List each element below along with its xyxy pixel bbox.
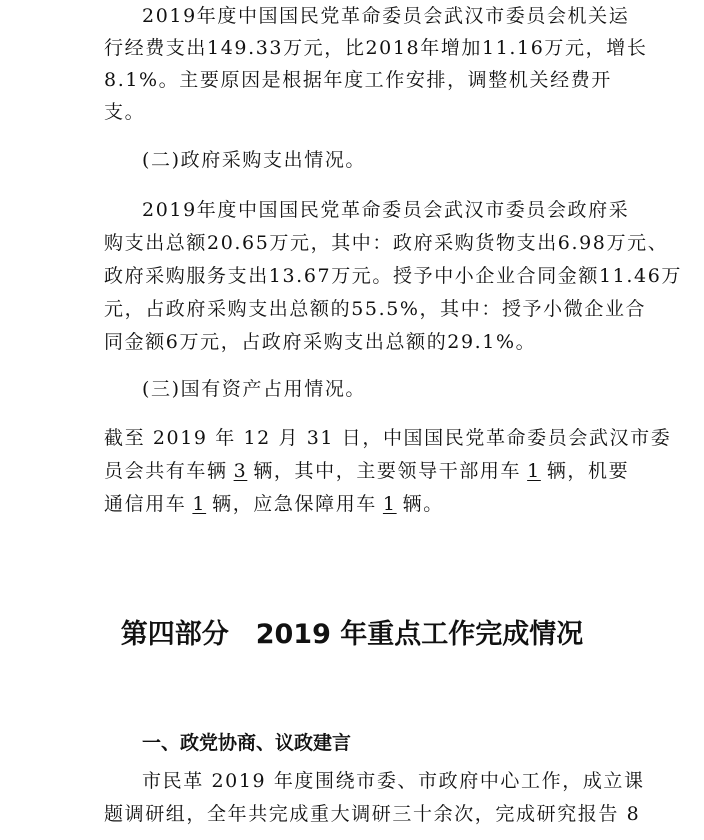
para2-line-1: 2019年度中国国民党革命委员会武汉市委员会政府采: [142, 199, 630, 221]
para3-text: 辆，机要: [546, 460, 630, 482]
para3-line-3: [104, 492, 444, 516]
vehicle-count-total: 3: [233, 460, 248, 482]
heading-state-assets: (三)国有资产占用情况。: [142, 378, 367, 400]
part-four-title: 第四部分 2019 年重点工作完成情况: [120, 619, 584, 650]
para3-text: 辆。: [402, 493, 444, 515]
para3-text: 通信用车: [104, 493, 187, 515]
para3-text: 员会共有车辆: [104, 460, 228, 482]
para1-line-3: 8.1%。主要原因是根据年度工作安排，调整机关经费开: [104, 69, 612, 91]
vehicle-count-emergency: 1: [382, 493, 397, 515]
para2-line-5: 同金额6万元，占政府采购支出总额的29.1%。: [104, 331, 537, 353]
para1-line-1: 2019年度中国国民党革命委员会武汉市委员会机关运: [142, 5, 630, 27]
para3-text: 辆，应急保障用车: [212, 493, 377, 515]
section-one-title: 一、政党协商、议政建言: [142, 732, 352, 754]
para3-text: 辆，其中，主要领导干部用车: [253, 460, 522, 482]
para3-line-1: 截至 2019 年 12 月 31 日，中国国民党革命委员会武汉市委: [104, 427, 672, 449]
para1-line-2: 行经费支出149.33万元，比2018年增加11.16万元，增长: [104, 37, 648, 59]
vehicle-count-leader: 1: [527, 460, 541, 482]
para4-line-1: 市民革 2019 年度围绕市委、市政府中心工作，成立课: [142, 770, 645, 792]
para3-line-2: [104, 459, 629, 483]
para1-line-4: 支。: [104, 101, 146, 123]
para2-line-4: 元，占政府采购支出总额的55.5%，其中：授予小微企业合: [104, 298, 647, 320]
para2-line-2: 购支出总额20.65万元，其中：政府采购货物支出6.98万元、: [104, 232, 669, 254]
heading-government-procurement: (二)政府采购支出情况。: [142, 149, 367, 171]
vehicle-count-communication: 1: [192, 493, 207, 515]
para2-line-3: 政府采购服务支出13.67万元。授予中小企业合同金额11.46万: [104, 265, 682, 287]
para4-line-2: 题调研组，全年共完成重大调研三十余次，完成研究报告 8: [104, 803, 641, 825]
